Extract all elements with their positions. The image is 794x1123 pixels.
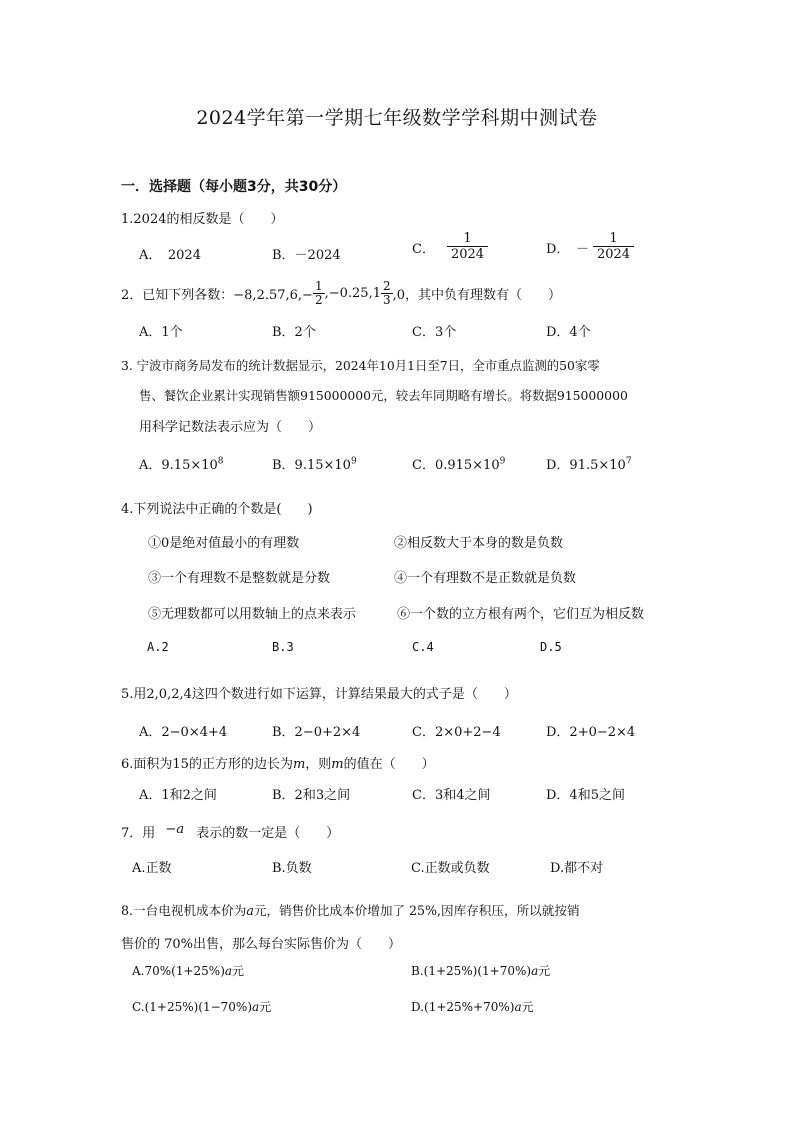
question-5-option-a: A．2−0×4+4 <box>139 725 228 740</box>
question-4-statement-1: ①0是绝对值最小的有理数 <box>148 536 300 551</box>
question-8-option-c <box>132 998 271 1015</box>
question-3-line-1: 3. 宁波市商务局发布的统计数据显示，2024年10月1日至7日，全市重点监测的50家零 <box>121 358 600 373</box>
exponent: 9 <box>499 456 506 467</box>
exponent: 9 <box>350 456 357 467</box>
fraction-numerator: 2 <box>382 279 391 293</box>
expression-neg-a: −a <box>165 822 185 837</box>
question-7-option-b: B.负数 <box>272 861 312 876</box>
question-2-stem-part: ,−0.25,1 <box>324 285 381 301</box>
question-8-option-d <box>411 998 534 1015</box>
question-2-stem-part: ,0，其中负有理数有（ ） <box>392 287 562 303</box>
question-3-line-2: 售、餐饮企业累计实现销售额915000000元，较去年同期略有增长。将数据915000000 <box>139 388 628 403</box>
question-6-stem-part: ，则 <box>305 757 332 772</box>
variable-a: a <box>514 1000 522 1014</box>
section-heading-choice: 一．选择题（每小题3分，共30分） <box>121 179 347 195</box>
question-6-stem-part: 6.面积为15的正方形的边长为 <box>121 757 293 772</box>
question-8-stem-part: 元，销售价比成本价增加了 25%,因库存积压，所以就按销 <box>253 903 580 918</box>
variable-m: m <box>331 757 344 772</box>
exponent: 7 <box>625 456 632 467</box>
question-6-option-d: D．4和5之间 <box>546 788 625 803</box>
question-8-line-1 <box>121 900 580 919</box>
option-text: A．9.15×10 <box>139 458 218 473</box>
option-d-label: D． － <box>546 241 589 257</box>
question-1-option-a: A． 2024 <box>139 248 201 263</box>
question-2-option-b: B．2个 <box>272 325 316 340</box>
question-4-stem: 4.下列说法中正确的个数是( ) <box>121 502 313 517</box>
question-1-option-c <box>412 232 488 263</box>
question-7-stem-part: 7．用 <box>121 826 156 841</box>
question-8-option-b <box>411 962 550 979</box>
question-2-stem <box>121 280 561 306</box>
question-1-option-b: B．－2024 <box>272 248 341 263</box>
question-3-option-a <box>139 454 224 473</box>
question-8-stem-part: 8.一台电视机成本价为 <box>121 903 247 918</box>
exponent: 8 <box>217 456 224 467</box>
question-3-option-b <box>272 454 357 473</box>
question-8-option-a <box>132 962 244 979</box>
page-title: 2024学年第一学期七年级数学学科期中测试卷 <box>196 107 598 129</box>
question-3-option-c <box>412 454 505 473</box>
variable-a: a <box>246 903 254 918</box>
question-4-statement-6: ⑥一个数的立方根有两个，它们互为相反数 <box>397 607 645 622</box>
question-7-stem <box>121 822 339 841</box>
unit: 元 <box>538 964 551 978</box>
variable-a: a <box>531 964 539 978</box>
unit: 元 <box>521 1000 534 1014</box>
option-c-label: C． <box>412 241 435 257</box>
option-text: B．9.15×10 <box>272 458 351 473</box>
question-4-statement-5: ⑤无理数都可以用数轴上的点来表示 <box>148 607 357 622</box>
question-4-option-a: A.2 <box>147 640 169 654</box>
question-4-statement-4: ④一个有理数不是正数就是负数 <box>394 571 577 586</box>
fraction-denominator: 2024 <box>593 246 634 262</box>
variable-a: a <box>224 964 233 978</box>
fraction-denominator: 2024 <box>447 246 488 262</box>
question-5-stem: 5.用2,0,2,4这四个数进行如下运算，计算结果最大的式子是（ ） <box>121 687 517 702</box>
question-7-option-a: A.正数 <box>132 861 172 876</box>
question-2-option-d: D．4个 <box>546 325 591 340</box>
fraction-numerator: 1 <box>314 279 323 293</box>
option-text: B.(1+25%)(1+70%) <box>411 964 532 978</box>
question-3-line-3: 用科学记数法表示应为（ ） <box>139 420 322 435</box>
question-3-option-d <box>546 454 632 473</box>
question-4-option-b: B.3 <box>272 640 294 654</box>
question-4-statement-3: ③一个有理数不是整数就是分数 <box>148 571 331 586</box>
fraction <box>447 232 488 263</box>
unit: 元 <box>232 964 245 978</box>
fraction-denominator: 3 <box>382 292 391 307</box>
question-5-option-b: B．2−0+2×4 <box>272 725 361 740</box>
question-6-option-c: C．3和4之间 <box>412 788 491 803</box>
fraction-numerator: 1 <box>463 231 472 246</box>
option-text: D.(1+25%+70%) <box>411 1000 515 1014</box>
question-6-option-a: A．1和2之间 <box>139 788 217 803</box>
variable-a: a <box>252 1000 260 1014</box>
question-5-option-d: D．2+0−2×4 <box>546 725 636 740</box>
question-6-stem-part: 的值在（ ） <box>343 757 435 772</box>
question-1-option-d <box>546 232 634 263</box>
question-7-option-d: D.都不对 <box>550 861 604 876</box>
option-text: C．0.915×10 <box>412 458 500 473</box>
fraction <box>313 280 325 306</box>
question-8-line-2: 售价的 70%出售，那么每台实际售价为（ ） <box>121 937 402 952</box>
fraction-denominator: 2 <box>314 292 323 307</box>
question-7-option-c: C.正数或负数 <box>411 861 490 876</box>
variable-m: m <box>292 757 306 772</box>
option-text: C.(1+25%)(1−70%) <box>132 1000 253 1014</box>
question-2-stem-part: 2．已知下列各数：−8,2.57,6,− <box>121 287 313 303</box>
option-text: A.70%(1+25%) <box>132 964 225 978</box>
question-6-stem <box>121 753 435 772</box>
question-6-option-b: B．2和3之间 <box>272 788 351 803</box>
fraction <box>381 280 393 306</box>
fraction-numerator: 1 <box>609 231 618 246</box>
question-1-stem: 1.2024的相反数是（ ） <box>121 212 284 227</box>
question-5-option-c: C．2×0+2−4 <box>412 725 501 740</box>
question-4-option-c: C.4 <box>412 640 434 654</box>
question-7-stem-part: 表示的数一定是（ ） <box>196 826 340 841</box>
fraction <box>593 232 634 263</box>
option-text: D．91.5×10 <box>546 458 626 473</box>
question-2-option-c: C．3个 <box>412 325 457 340</box>
question-2-option-a: A．1个 <box>139 325 183 340</box>
unit: 元 <box>259 1000 272 1014</box>
question-4-statement-2: ②相反数大于本身的数是负数 <box>394 536 564 551</box>
question-4-option-d: D.5 <box>540 640 562 654</box>
